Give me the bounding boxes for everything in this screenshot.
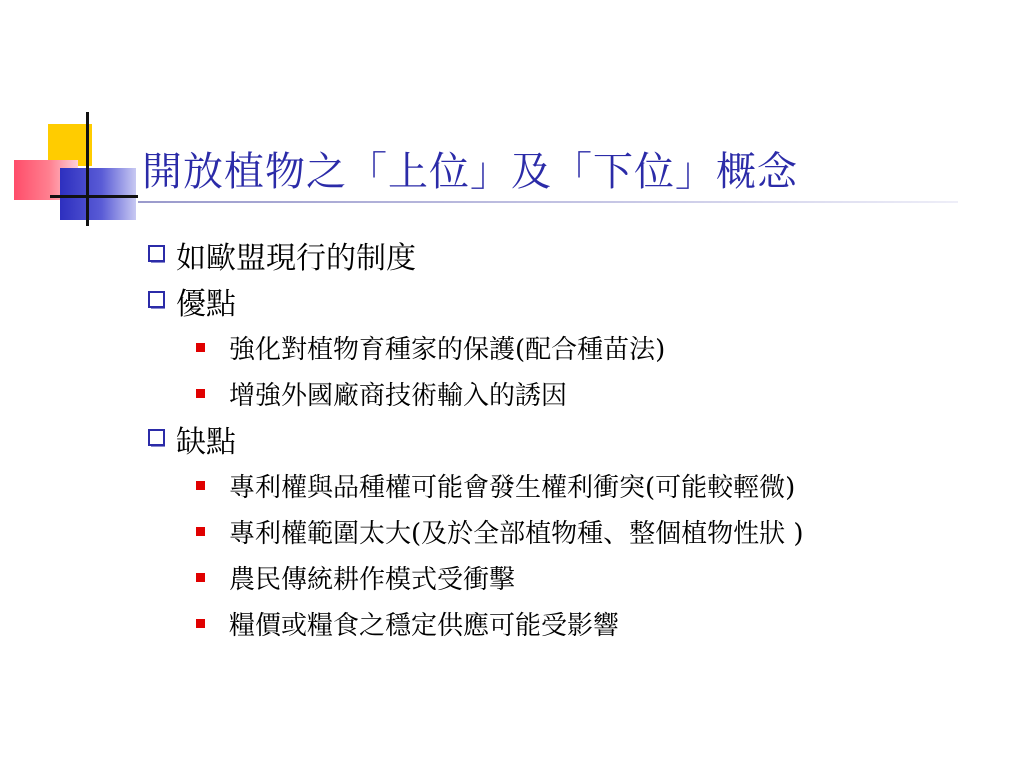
bullet-item-level1 <box>148 232 1018 278</box>
bullet-list <box>148 232 1018 646</box>
square-bullet-icon <box>196 389 205 398</box>
bullet-item-level2 <box>148 554 1018 600</box>
bullet-text: 優點 <box>176 287 236 322</box>
bullet-item-level2 <box>148 600 1018 646</box>
bullet-text: 專利權範圍太大(及於全部植物種、整個植物性狀 ) <box>229 518 804 549</box>
bullet-item-level2 <box>148 370 1018 416</box>
bullet-text: 農民傳統耕作模式受衝擊 <box>229 564 516 595</box>
square-bullet-icon <box>196 573 205 582</box>
checkbox-icon <box>148 428 170 450</box>
checkbox-icon <box>148 244 170 266</box>
bullet-text: 缺點 <box>176 425 236 460</box>
decorative-blue-square <box>60 168 136 220</box>
decorative-vertical-line <box>86 112 89 226</box>
title-divider <box>138 201 958 203</box>
square-bullet-icon <box>196 619 205 628</box>
checkbox-icon <box>148 290 170 312</box>
bullet-text: 增強外國廠商技術輸入的誘因 <box>229 380 568 411</box>
square-bullet-icon <box>196 527 205 536</box>
slide-title: 開放植物之「上位」及「下位」概念 <box>142 149 798 195</box>
bullet-item-level1 <box>148 416 1018 462</box>
bullet-item-level2 <box>148 508 1018 554</box>
square-bullet-icon <box>196 481 205 490</box>
bullet-text: 強化對植物育種家的保護(配合種苗法) <box>229 334 666 365</box>
decorative-horizontal-line <box>50 195 138 198</box>
bullet-text: 專利權與品種權可能會發生權利衝突(可能較輕微) <box>229 472 796 503</box>
bullet-item-level1 <box>148 278 1018 324</box>
bullet-text: 糧價或糧食之穩定供應可能受影響 <box>229 610 620 641</box>
bullet-text: 如歐盟現行的制度 <box>176 241 416 276</box>
square-bullet-icon <box>196 343 205 352</box>
bullet-item-level2 <box>148 462 1018 508</box>
bullet-item-level2 <box>148 324 1018 370</box>
